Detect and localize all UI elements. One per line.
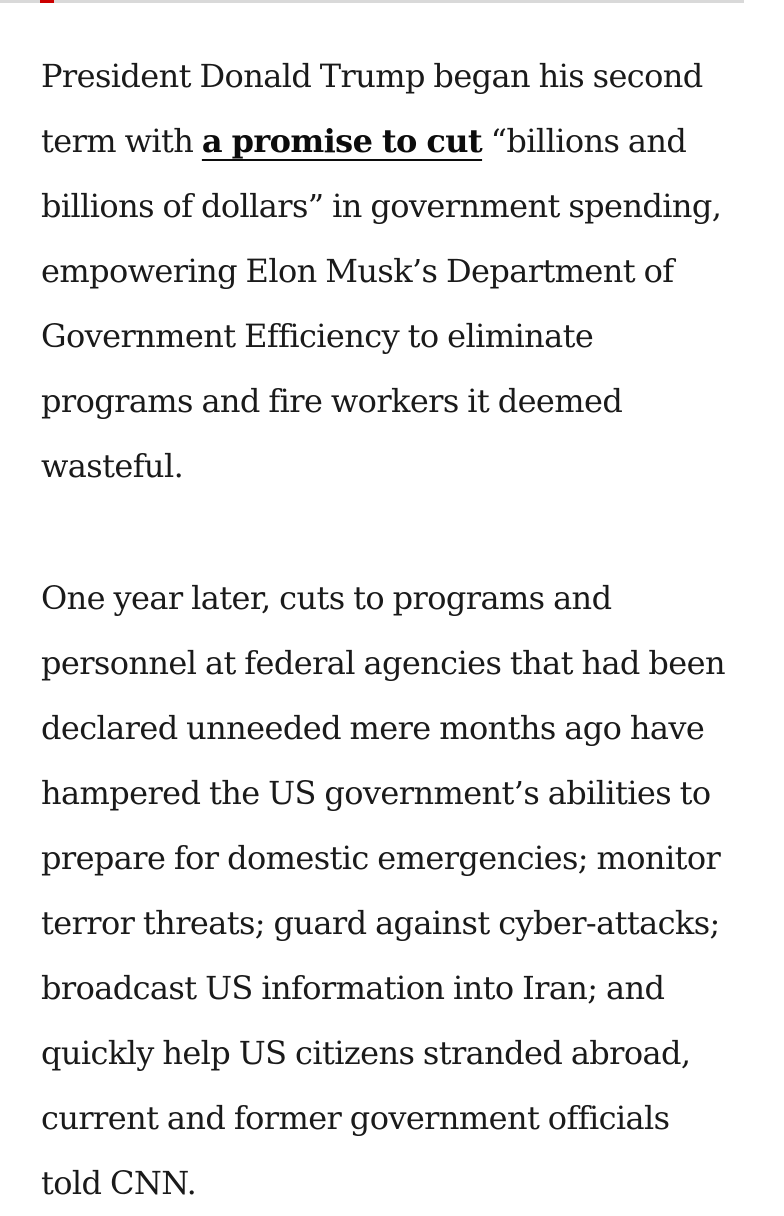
article-paragraph-1 [41, 44, 751, 499]
paragraph-line: current and former government officials [41, 1099, 670, 1137]
paragraph-line: Government Efficiency to eliminate [41, 317, 594, 355]
article-paragraph-2 [41, 566, 751, 1216]
paragraph-line: told CNN. [41, 1164, 197, 1202]
paragraph-line: wasteful. [41, 447, 184, 485]
paragraph-line: One year later, cuts to programs and [41, 579, 612, 617]
article-body [41, 44, 751, 1216]
text-segment: term with [41, 122, 202, 160]
paragraph-line: declared unneeded mere months ago have [41, 709, 705, 747]
paragraph-line: personnel at federal agencies that had been [41, 644, 725, 682]
paragraph-line: broadcast US information into Iran; and [41, 969, 665, 1007]
text-segment: “billions and [482, 122, 687, 160]
top-divider [0, 0, 744, 3]
paragraph-line: billions of dollars” in government spending, [41, 187, 722, 225]
paragraph-line-with-link [41, 109, 751, 174]
paragraph-line: programs and fire workers it deemed [41, 382, 623, 420]
section-accent-mark [40, 0, 54, 3]
paragraph-line: hampered the US government’s abilities to [41, 774, 711, 812]
paragraph-line: prepare for domestic emergencies; monitor [41, 839, 721, 877]
paragraph-line: quickly help US citizens stranded abroad, [41, 1034, 691, 1072]
paragraph-line: terror threats; guard against cyber-attacks; [41, 904, 720, 942]
paragraph-line: President Donald Trump began his second [41, 57, 703, 95]
paragraph-line: empowering Elon Musk’s Department of [41, 252, 674, 290]
promise-to-cut-link[interactable]: a promise to cut [201, 122, 483, 160]
